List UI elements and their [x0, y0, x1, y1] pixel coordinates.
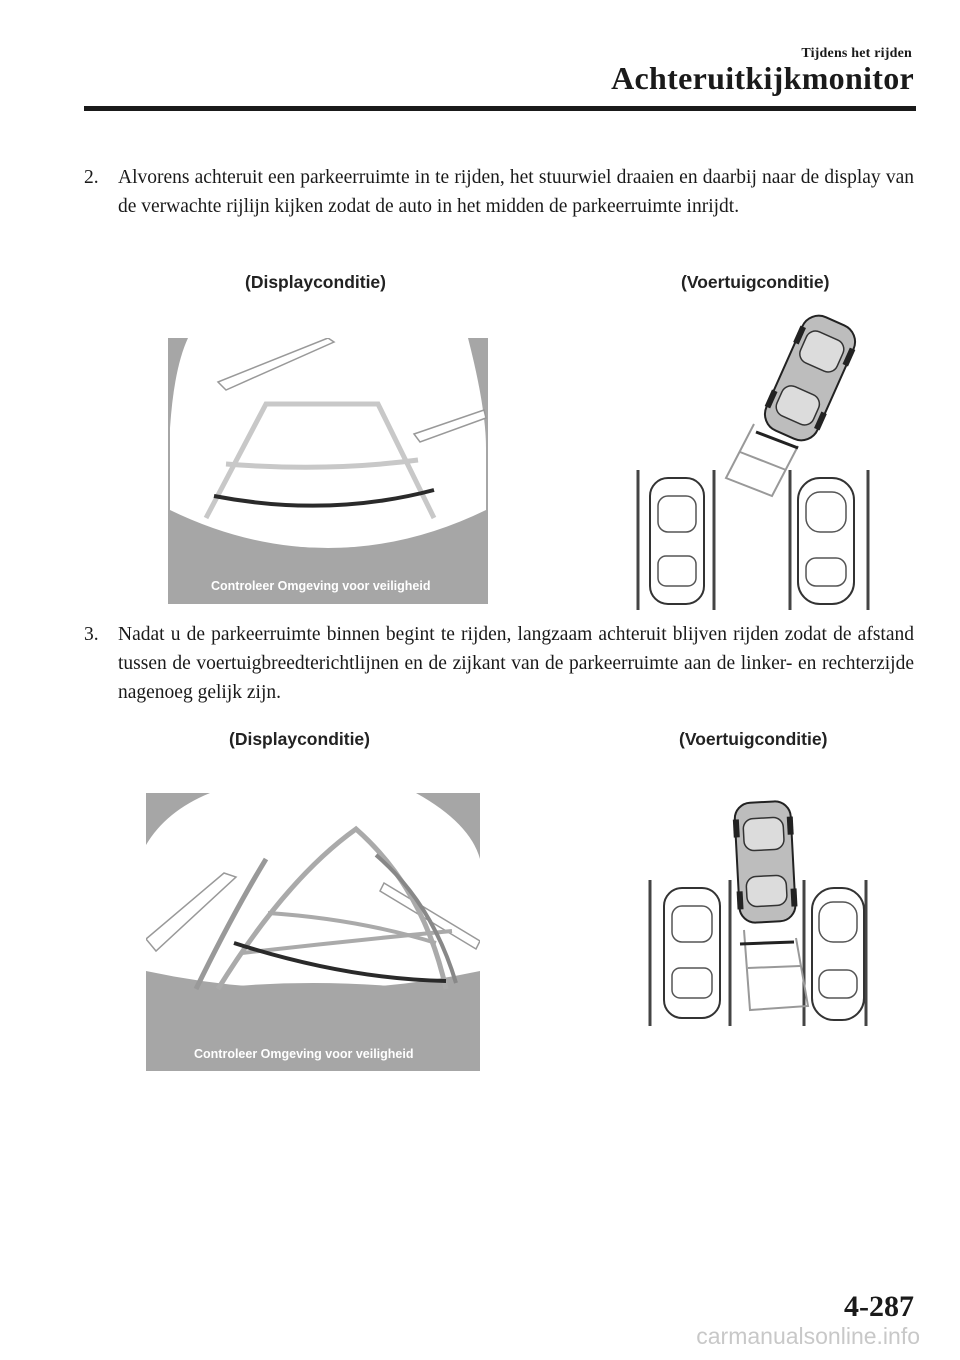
safety-warning: Controleer Omgeving voor veiligheid — [194, 1047, 414, 1061]
vehicle-condition-image — [638, 798, 874, 1030]
watermark: carmanualsonline.info — [696, 1323, 920, 1349]
vehicle-caption: (Voertuigconditie) — [681, 272, 830, 292]
safety-warning: Controleer Omgeving voor veiligheid — [211, 579, 431, 593]
vehicle-caption: (Voertuigconditie) — [679, 729, 828, 749]
page-title: Achteruitkijkmonitor — [611, 60, 914, 96]
header-divider — [84, 106, 916, 111]
camera-display-image — [168, 338, 488, 604]
display-caption: (Displayconditie) — [245, 272, 386, 292]
vehicle-condition-image — [628, 312, 876, 612]
step-number: 2. — [84, 167, 99, 188]
step-text: Alvorens achteruit een parkeerruimte in te rijden, het stuurwiel draaien en daarbij naar de display van de verwachte rijlijn kijken zodat de auto in het midden de parkeerruimte inrijdt. — [118, 167, 914, 217]
page-number: 4-287 — [844, 1290, 914, 1323]
step-text: Nadat u de parkeerruimte binnen begint te rijden, langzaam achteruit blijven rijden zodat de afstand tussen de voertuigbreedterichtlijnen en de zijkant van de parkeerruimte aan de linker- en rechterzijde nagenoeg gelijk zijn. — [118, 624, 914, 703]
display-caption: (Displayconditie) — [229, 729, 370, 749]
step-2 — [84, 163, 914, 221]
step-number: 3. — [84, 624, 99, 645]
step-3 — [84, 620, 914, 707]
section-title: Tijdens het rijden — [801, 46, 912, 61]
camera-display-image — [146, 793, 480, 1071]
